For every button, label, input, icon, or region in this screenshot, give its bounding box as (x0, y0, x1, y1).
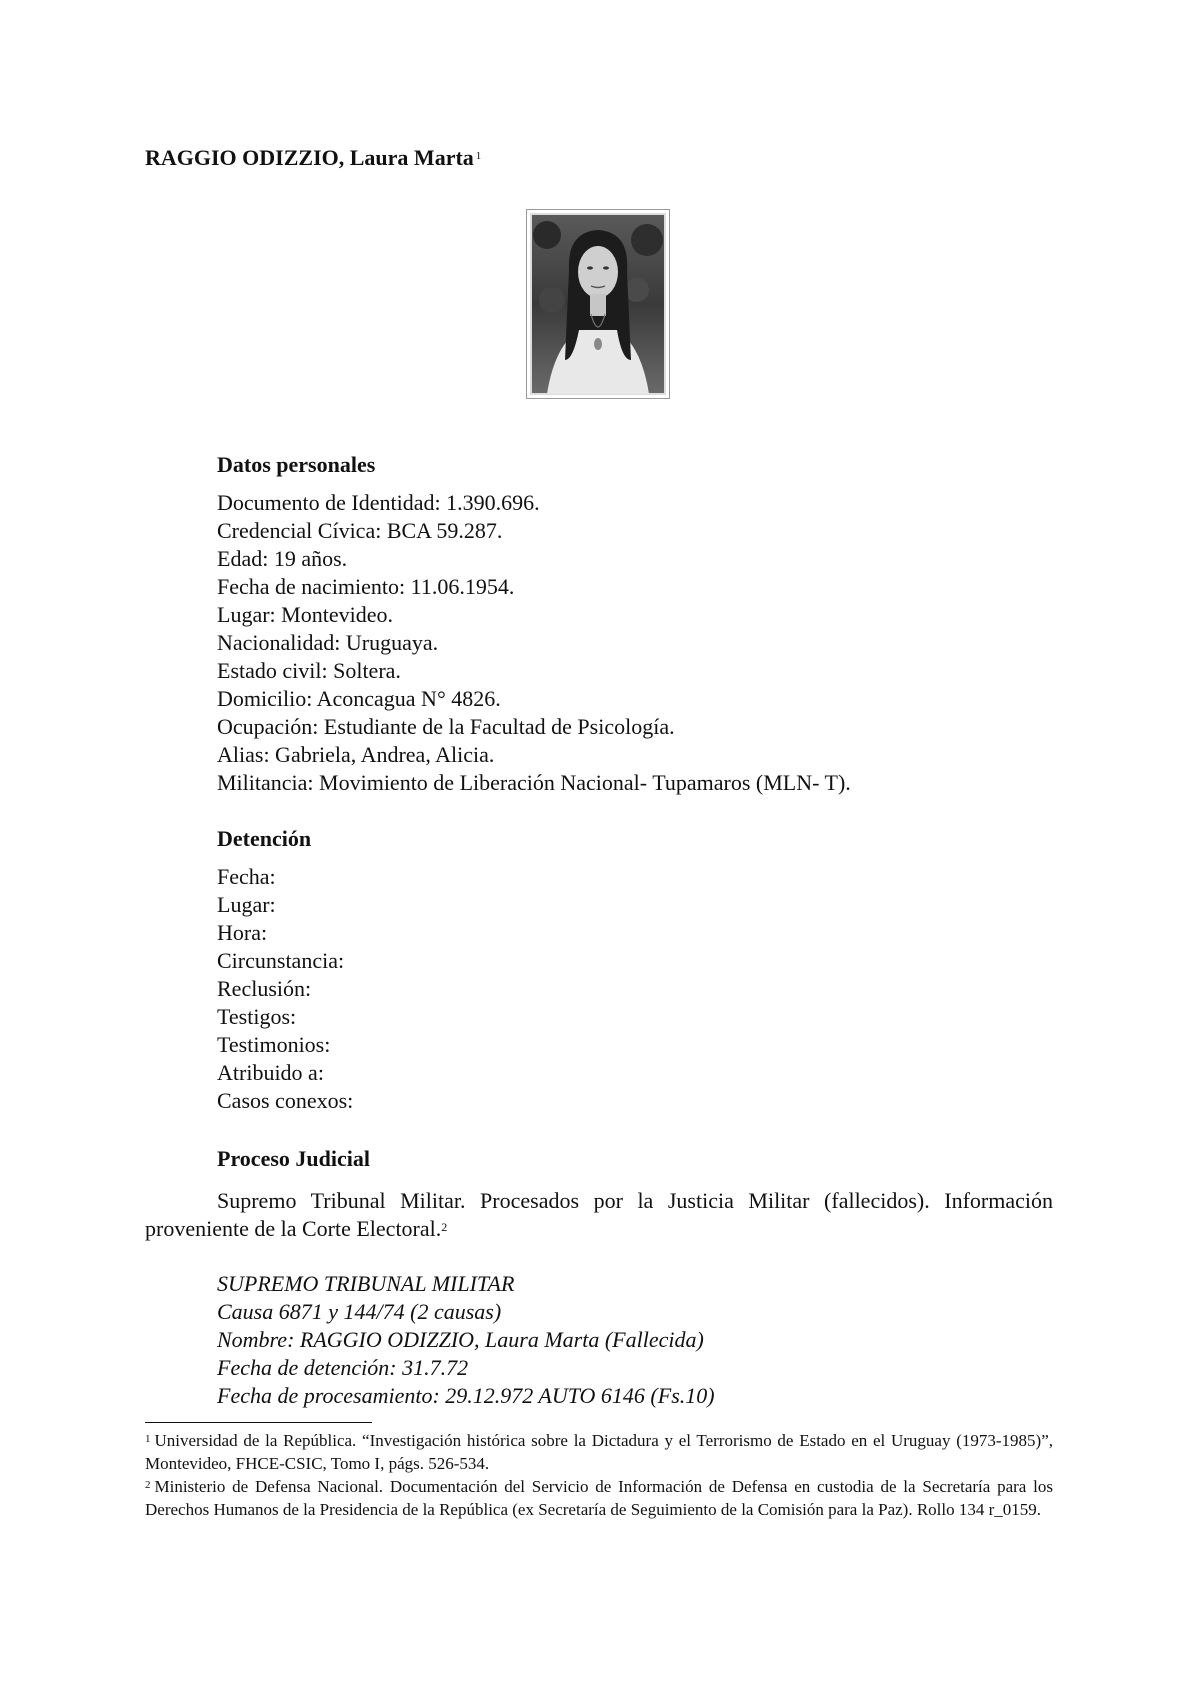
footnote-divider (145, 1422, 372, 1423)
list-item: Fecha: (217, 864, 276, 889)
person-name: RAGGIO ODIZZIO, Laura Marta (145, 145, 474, 170)
list-item: Nacionalidad: Uruguaya. (217, 630, 439, 655)
list-item: Fecha de nacimiento: 11.06.1954. (217, 574, 515, 599)
footnote-number: 1 (145, 1433, 151, 1445)
section-title-proceso-judicial: Proceso Judicial (217, 1146, 370, 1171)
proceso-paragraph-text: Supremo Tribunal Militar. Procesados por la Justicia Militar (fallecidos). Información proveniente de la Corte Electoral. (145, 1188, 1053, 1241)
list-item: Reclusión: (217, 976, 312, 1001)
footnote-ref-1[interactable]: 1 (475, 150, 482, 162)
footnotes (145, 1429, 1053, 1521)
list-item: Hora: (217, 920, 268, 945)
list-item: Atribuido a: (217, 1060, 324, 1085)
tribunal-record (217, 1270, 715, 1410)
detencion-section (217, 825, 353, 1115)
list-item: Documento de Identidad: 1.390.696. (217, 490, 540, 515)
detencion-list (217, 863, 353, 1115)
page-title (145, 144, 481, 172)
list-item: Ocupación: Estudiante de la Facultad de Psicología. (217, 714, 675, 739)
list-item: Circunstancia: (217, 948, 345, 973)
datos-personales-section (217, 451, 851, 797)
list-item: Testigos: (217, 1004, 297, 1029)
list-item: Casos conexos: (217, 1088, 354, 1113)
record-line: Fecha de detención: 31.7.72 (217, 1355, 469, 1380)
record-line: Fecha de procesamiento: 29.12.972 AUTO 6146 (Fs.10) (217, 1383, 715, 1408)
list-item: Testimonios: (217, 1032, 331, 1057)
footnote-text: Universidad de la República. “Investigación histórica sobre la Dictadura y el Terrorismo de Estado en el Uruguay (1973-1985)”, Montevideo, FHCE-CSIC, Tomo I, págs. 526-534. (145, 1431, 1053, 1473)
list-item: Alias: Gabriela, Andrea, Alicia. (217, 742, 495, 767)
record-line: Nombre: RAGGIO ODIZZIO, Laura Marta (Fallecida) (217, 1327, 704, 1352)
footnote-number: 2 (145, 1479, 151, 1491)
section-title-datos-personales: Datos personales (217, 452, 376, 477)
list-item: Credencial Cívica: BCA 59.287. (217, 518, 503, 543)
record-line: SUPREMO TRIBUNAL MILITAR (217, 1271, 515, 1296)
list-item: Lugar: Montevideo. (217, 602, 393, 627)
list-item: Domicilio: Aconcagua N° 4826. (217, 686, 501, 711)
list-item: Militancia: Movimiento de Liberación Nacional- Tupamaros (MLN- T). (217, 770, 851, 795)
list-item: Edad: 19 años. (217, 546, 348, 571)
record-line: Causa 6871 y 144/74 (2 causas) (217, 1299, 502, 1324)
portrait-photo (526, 209, 670, 399)
footnote-ref-2[interactable]: 2 (441, 1220, 448, 1234)
portrait-photo-icon (527, 210, 669, 398)
footnote-1 (145, 1429, 1053, 1475)
footnote-2 (145, 1475, 1053, 1521)
proceso-judicial-section (217, 1145, 370, 1173)
section-title-detencion: Detención (217, 826, 312, 851)
list-item: Estado civil: Soltera. (217, 658, 401, 683)
datos-personales-list (217, 489, 851, 797)
proceso-paragraph (145, 1187, 1053, 1243)
footnote-text: Ministerio de Defensa Nacional. Documentación del Servicio de Información de Defensa en custodia de la Secretaría para los Derechos Humanos de la Presidencia de la República (ex Secretaría de Seguimiento de la Comisión para la Paz). Rollo 134 r_0159. (145, 1477, 1053, 1519)
list-item: Lugar: (217, 892, 276, 917)
